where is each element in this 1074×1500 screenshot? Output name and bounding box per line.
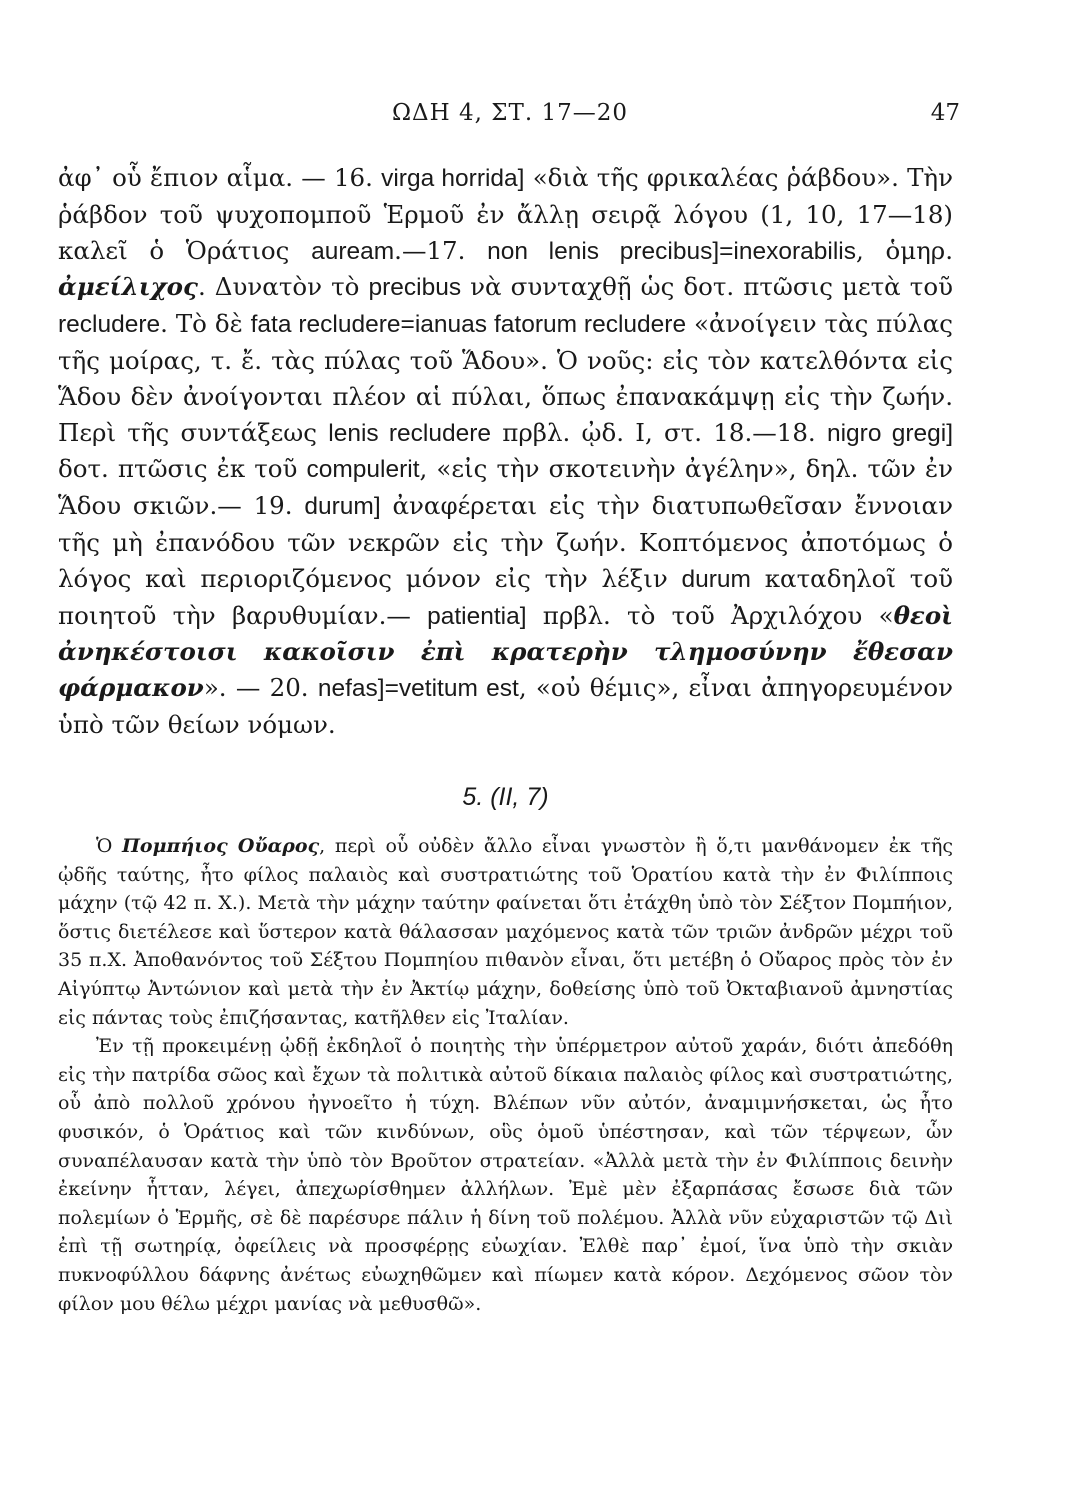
intro-paragraph-2: Ἐν τῇ προκειμένῃ ᾠδῇ ἐκδηλοῖ ὁ ποιητὴς τὴν ὑπέρμετρον αὐτοῦ χαράν, διότι ἀπεδόθη εἰς τὴν πατρίδα σῶος καὶ ἔχων τὰ πολιτικὰ αὐτοῦ δίκαια παλαιὸς φίλος καὶ συστρατιώτης, οὗ ἀπὸ πολλοῦ χρόνου ἠγνοεῖτο ἡ τύχη. Βλέπων νῦν αὐτόν, ἀναμιμνήσκεται, ὡς ἦτο φυσικόν, ὁ Ὁράτιος καὶ τῶν κινδύνων, οὓς ὁμοῦ ὑπέστησαν, καὶ τῶν τέρψεων, ὧν συναπέλαυσαν κατὰ τὴν ὑπὸ τὸν Βροῦτον στρατείαν. «Ἀλλὰ μετὰ τὴν ἐν Φιλίπποις δεινὴν ἐκείνην ἧτταν, λέγει, ἀπεχωρίσθημεν ἀλλήλων. Ἐμὲ μὲν ἐξαρπάσας ἔσωσε διὰ τῶν πολεμίων ὁ Ἑρμῆς, σὲ δὲ παρέσυρε πάλιν ἡ δίνη τοῦ πολέμου. Ἀλλὰ νῦν εὐχαριστῶν τῷ Διὶ ἐπὶ τῇ σωτηρίᾳ, ὀφείλεις νὰ προσφέρῃς εὐωχίαν. Ἐλθὲ παρ᾽ ἐμοί, ἵνα ὑπὸ τὴν σκιὰν πυκνοφύλλου δάφνης ἀνέτως εὐωχηθῶμεν καὶ πίωμεν κατὰ κόρον. Δεχόμενος σῶον τὸν φίλον μου θέλω μέχρι μανίας νὰ μεθυσθῶ». xyxy=(58,1035,953,1315)
text-run: , περὶ οὗ οὐδὲν ἄλλο εἶναι γνωστὸν ἢ ὅ,τι μανθάνομεν ἐκ τῆς ᾠδῆς ταύτης, ἦτο φίλος παλαιὸς καὶ συστρατιώτης τοῦ Ὁρατίου κατὰ τὴν ἐν Φιλίπποις μάχην (τῷ 42 π. Χ.). Μετὰ τὴν μάχην ταύτην φαίνεται ὅτι ἐτάχθη ὑπὸ τὸν Σέξτον Πομπήιον, ὅστις διετέλεσε καὶ ὕστερον κατὰ θάλασσαν μαχόμενος κατὰ τῶν τριῶν ἀνδρῶν μέχρι τοῦ 35 π.Χ. Ἀποθανόντος τοῦ Σέξτου Πομπηίου πιθανὸν εἶναι, ὅτι μετέβη ὁ Οὔαρος πρὸς τὸν ἐν Αἰγύπτῳ Ἀντώνιον καὶ μετὰ τὴν ἐν Ἀκτίῳ μάχην, δοθείσης ὑπὸ τοῦ Ὀκταβιανοῦ ἀμνηστίας εἰς πάντας τοὺς ἐπιζήσαντας, κατῆλθεν εἰς Ἰταλίαν. xyxy=(58,835,953,1029)
page-header xyxy=(60,96,960,136)
person-name: Πομπήιος Οὔαρος xyxy=(121,835,320,857)
lemma: virga horrida] xyxy=(381,165,525,192)
commentary-paragraph xyxy=(58,160,953,743)
text-run: «διὰ τῆς φρικαλέας ῥάβδου». Τὴν ῥάβδον τοῦ ψυχοπομποῦ Ἑρμοῦ ἐν ἄλλῃ σειρᾷ λόγου (1, 10, 17—18) καλεῖ ὁ Ὁράτιος xyxy=(58,163,953,265)
lemma: non lenis precibus]=inexorabilis xyxy=(487,237,856,265)
text-run: δοτ. πτῶσις ἐκ τοῦ xyxy=(58,454,307,484)
text-run: πρβλ. τὸ τοῦ Ἀρχιλόχου « xyxy=(526,600,894,630)
archilochus-quote: θεοὶ ἀνηκέστοισι κακοῖσιν ἐπὶ κρατερὴν τλημοσύνην ἔθεσαν φάρμακον xyxy=(58,600,954,703)
text-run: νὰ συνταχθῇ ὡς δοτ. πτῶσις μετὰ τοῦ xyxy=(461,272,953,302)
text-run: .—17. xyxy=(394,235,488,265)
text-run: «ἀνοίγειν τὰς πύλας τῆς μοίρας, τ. ἔ. τὰς πύλας τοῦ Ἅδου». Ὁ νοῦς: εἰς τὸν κατελθόντα εἰς Ἅδου δὲν ἀνοίγονται πλέον αἱ πύλαι, ὅπως ἐπανακάμψῃ εἰς τὴν ζωήν. Περὶ τῆς συντάξεως xyxy=(58,309,953,447)
lemma: nefas]=vetitum est xyxy=(317,675,519,703)
text-run: ». — 20. xyxy=(203,673,318,703)
text-run: . Δυνατὸν τὸ xyxy=(197,272,369,302)
commentary-block xyxy=(58,160,953,743)
running-title: ΩΔΗ 4, ΣΤ. 17—20 xyxy=(391,100,629,126)
text-run: καταδηλοῖ τοῦ ποιητοῦ τὴν βαρυθυμίαν.— xyxy=(58,563,953,630)
text-run: ἀναφέρεται εἰς τὴν διατυπωθεῖσαν ἔννοιαν τῆς μὴ ἐπανόδου τῶν νεκρῶν εἰς τὴν ζωήν. Κοπτόμενος ἀποτόμως ὁ λόγος καὶ περιοριζόμενος μόνον εἰς τὴν λέξιν xyxy=(58,491,953,593)
lemma: nigro gregi] xyxy=(826,419,953,447)
latin-term: durum xyxy=(681,565,751,593)
latin-term: precibus xyxy=(368,274,462,302)
text-run: , «οὐ θέμις», εἶναι ἀπηγορευμένον ὑπὸ τῶν θείων νόμων. xyxy=(58,673,953,739)
latin-term: compulerit xyxy=(306,456,420,484)
text-run: ἀφ᾽ οὗ ἔπιον αἷμα. — 16. xyxy=(58,163,382,192)
page-number: 47 xyxy=(930,100,960,126)
section-title: 5. (II, 7) xyxy=(462,783,549,811)
lemma: patientia] xyxy=(427,602,527,630)
text-run: , ὁμηρ. xyxy=(856,235,953,265)
text-run: Ὁ xyxy=(96,835,122,857)
greek-bold-term: ἀμείλιχος xyxy=(58,272,198,302)
text-run: . Τὸ δὲ xyxy=(160,309,251,339)
text-run: πρβλ. ᾠδ. I, στ. 18.—18. xyxy=(491,417,827,447)
intro-paragraph-1 xyxy=(58,832,953,1032)
intro-block xyxy=(58,832,953,1318)
text-run: , «εἰς τὴν σκοτεινὴν ἀγέλην», δηλ. τῶν ἐν Ἅδου σκιῶν.— 19. xyxy=(58,454,954,521)
latin-term: fata recludere=ianuas fatorum recludere xyxy=(250,311,687,339)
latin-term: auream xyxy=(311,237,395,265)
latin-term: lenis recludere xyxy=(328,419,492,447)
latin-term: recludere xyxy=(58,311,161,339)
lemma: durum] xyxy=(304,493,381,521)
